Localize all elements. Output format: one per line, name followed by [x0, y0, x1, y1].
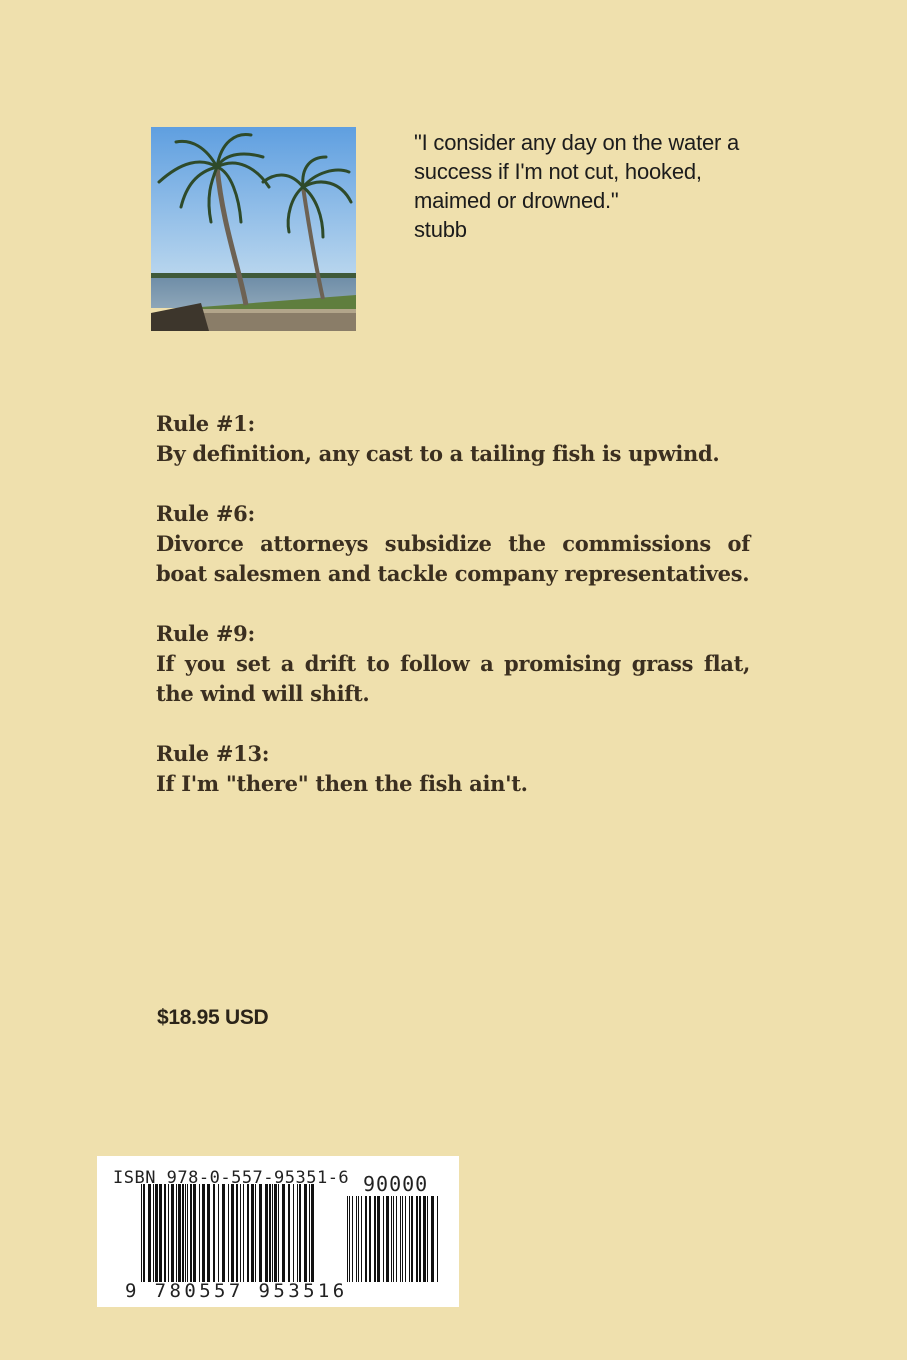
rule-item — [156, 499, 750, 589]
isbn-barcode — [97, 1156, 459, 1307]
barcode-number: 9 780557 953516 — [125, 1280, 348, 1302]
rule-title: Rule #1: — [156, 411, 255, 436]
rule-item — [156, 739, 750, 799]
palm-trees-photo — [151, 127, 356, 331]
rule-title: Rule #13: — [156, 741, 270, 766]
rule-title: Rule #6: — [156, 501, 255, 526]
rule-text: By definition, any cast to a tailing fish is upwind. — [156, 441, 720, 466]
rule-text: If I'm "there" then the fish ain't. — [156, 771, 528, 796]
rule-text: Divorce attorneys subsidize the commissions of boat salesmen and tackle company representatives. — [156, 531, 750, 586]
rule-title: Rule #9: — [156, 621, 255, 646]
rule-text: If you set a drift to follow a promising grass flat, the wind will shift. — [156, 651, 750, 706]
barcode-addon: 90000 — [363, 1172, 429, 1196]
quote-attribution: stubb — [414, 217, 467, 242]
rule-item — [156, 409, 750, 469]
isbn-label: ISBN 978-0-557-95351-6 — [113, 1168, 350, 1188]
rules-list — [156, 409, 750, 829]
rule-item — [156, 619, 750, 709]
quote-text: "I consider any day on the water a success if I'm not cut, hooked, maimed or drowned." — [414, 130, 740, 213]
back-cover-quote — [414, 128, 774, 244]
price-label: $18.95 USD — [157, 1006, 269, 1029]
